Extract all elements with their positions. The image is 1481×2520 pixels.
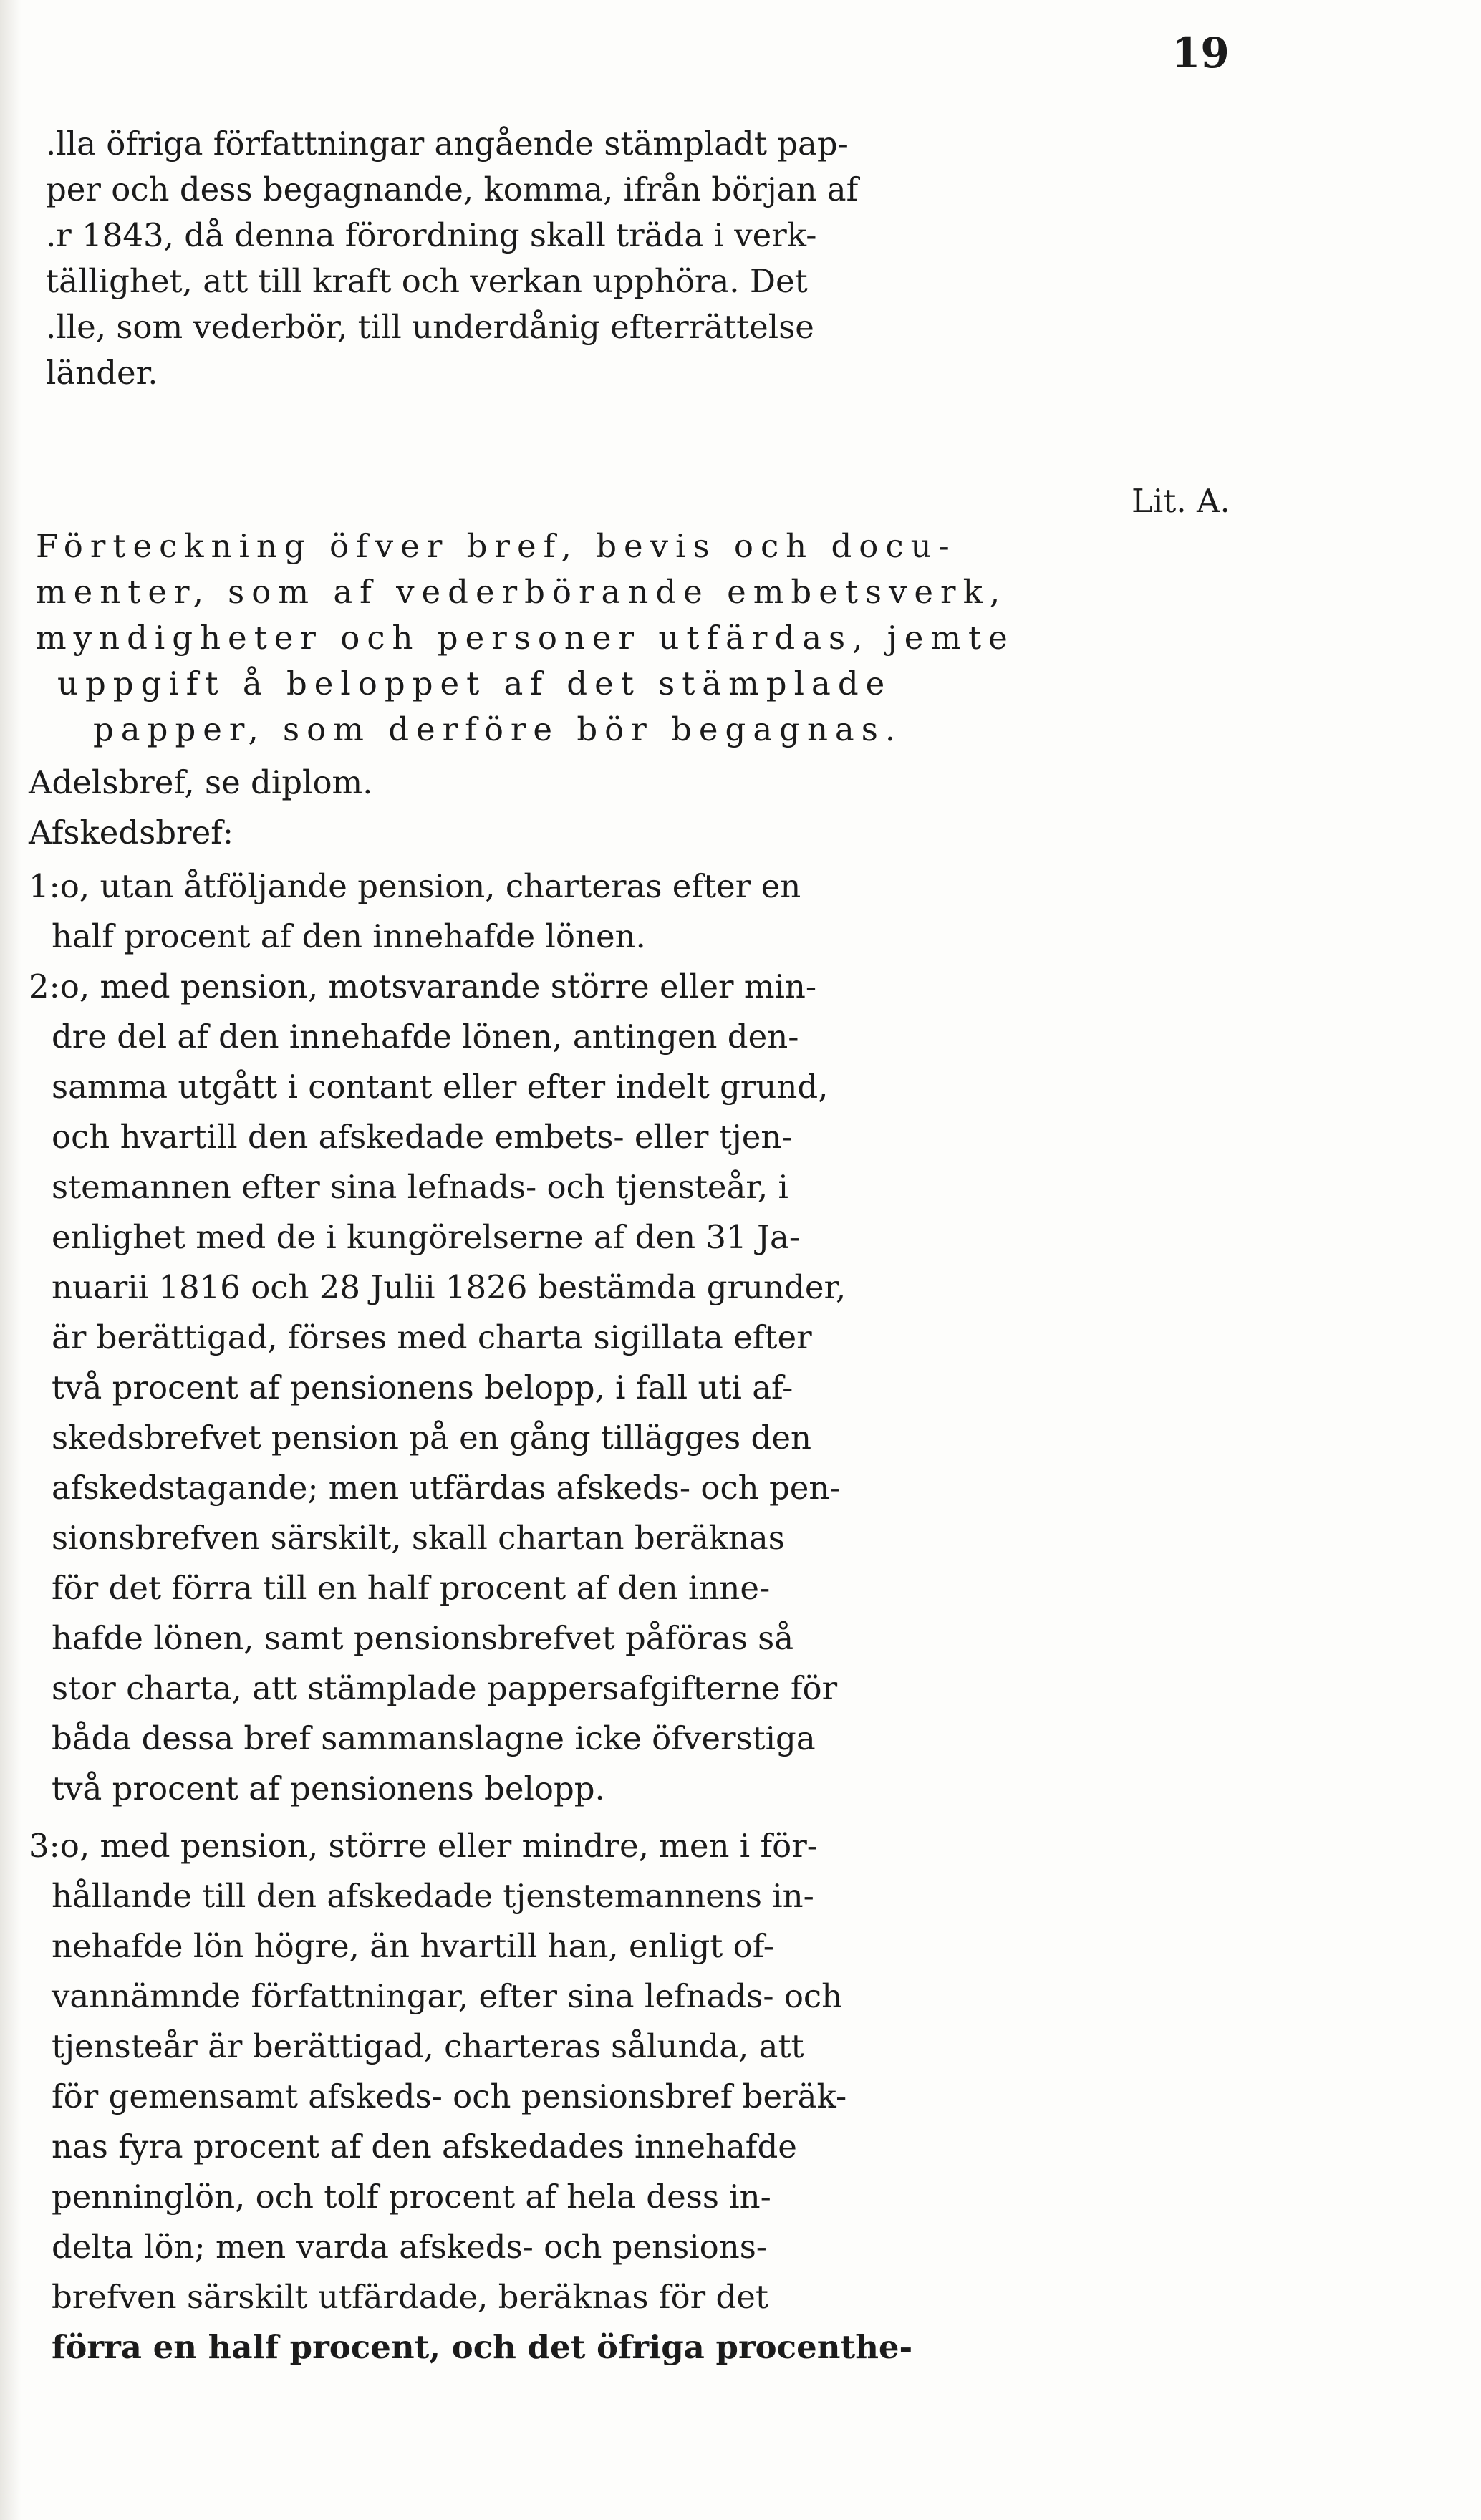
text-line: delta lön; men varda afskeds- och pensions- [52,2228,768,2266]
text-line: för det förra till en half procent af den inne- [52,1569,771,1607]
text-line: afskedstagande; men utfärdas afskeds- och pen- [52,1469,841,1507]
text-line: .lla öfriga författningar angående stämpladt pap- [46,125,849,163]
text-line: enlighet med de i kungörelserne af den 31 Ja- [52,1218,801,1256]
text-line: per och dess begagnande, komma, ifrån början af [46,170,859,208]
text-line: half procent af den innehafde lönen. [52,917,646,955]
heading-line: myndigheter och personer utfärdas, jemte [36,619,1015,657]
text-line: tjensteår är berättigad, charteras sålunda, att [52,2027,804,2065]
text-line: och hvartill den afskedade embets- eller tjen- [52,1118,793,1156]
text-line: länder. [46,354,158,392]
page-number: 19 [1172,29,1230,77]
text-line: nas fyra procent af den afskedades innehafde [52,2128,797,2166]
text-line: hafde lönen, samt pensionsbrefvet påföras så [52,1619,794,1657]
heading-line: Förteckning öfver bref, bevis och docu- [36,527,957,565]
text-line: två procent af pensionens belopp. [52,1770,605,1807]
section-label: Lit. A. [1132,482,1230,520]
text-line: brefven särskilt utfärdade, beräknas för det [52,2278,768,2316]
entry-heading: Adelsbref, se diplom. [29,763,373,801]
text-line: 3:o, med pension, större eller mindre, men i för- [29,1827,818,1865]
text-line: vannämnde författningar, efter sina lefnads- och [52,1977,843,2015]
text-line: för gemensamt afskeds- och pensionsbref beräk- [52,2077,847,2115]
text-line: samma utgått i contant eller efter indelt grund, [52,1068,829,1106]
text-line: 2:o, med pension, motsvarande större eller min- [29,967,817,1005]
text-line: två procent af pensionens belopp, i fall uti af- [52,1368,793,1406]
text-line: .lle, som vederbör, till underdånig efterrättelse [46,308,814,346]
heading-line: papper, som derföre bör begagnas. [93,710,903,748]
text-line: är berättigad, förses med charta sigillata efter [52,1318,812,1356]
text-line: dre del af den innehafde lönen, antingen den- [52,1018,799,1056]
text-line: nehafde lön högre, än hvartill han, enligt of- [52,1927,774,1965]
heading-line: menter, som af vederbörande embetsverk, [36,573,1008,611]
entry-heading: Afskedsbref: [29,814,234,851]
page-binding-edge [0,0,21,2520]
text-line: penninglön, och tolf procent af hela dess in- [52,2178,771,2216]
text-line: .r 1843, då denna förordning skall träda i verk- [46,216,817,254]
heading-line: uppgift å beloppet af det stämplade [57,665,892,703]
text-line: tällighet, att till kraft och verkan upphöra. Det [46,262,808,300]
text-line: nuarii 1816 och 28 Julii 1826 bestämda grunder, [52,1268,846,1306]
text-line: stor charta, att stämplade pappersafgifterne för [52,1669,838,1707]
text-line: 1:o, utan åtföljande pension, charteras efter en [29,867,801,905]
text-line: stemannen efter sina lefnads- och tjensteår, i [52,1168,788,1206]
text-line: skedsbrefvet pension på en gång tillägges den [52,1419,811,1457]
text-line: sionsbrefven särskilt, skall chartan beräknas [52,1519,785,1557]
text-line: förra en half procent, och det öfriga procenthe- [52,2328,913,2366]
text-line: båda dessa bref sammanslagne icke öfverstiga [52,1719,816,1757]
text-line: hållande till den afskedade tjenstemannens in- [52,1877,814,1915]
